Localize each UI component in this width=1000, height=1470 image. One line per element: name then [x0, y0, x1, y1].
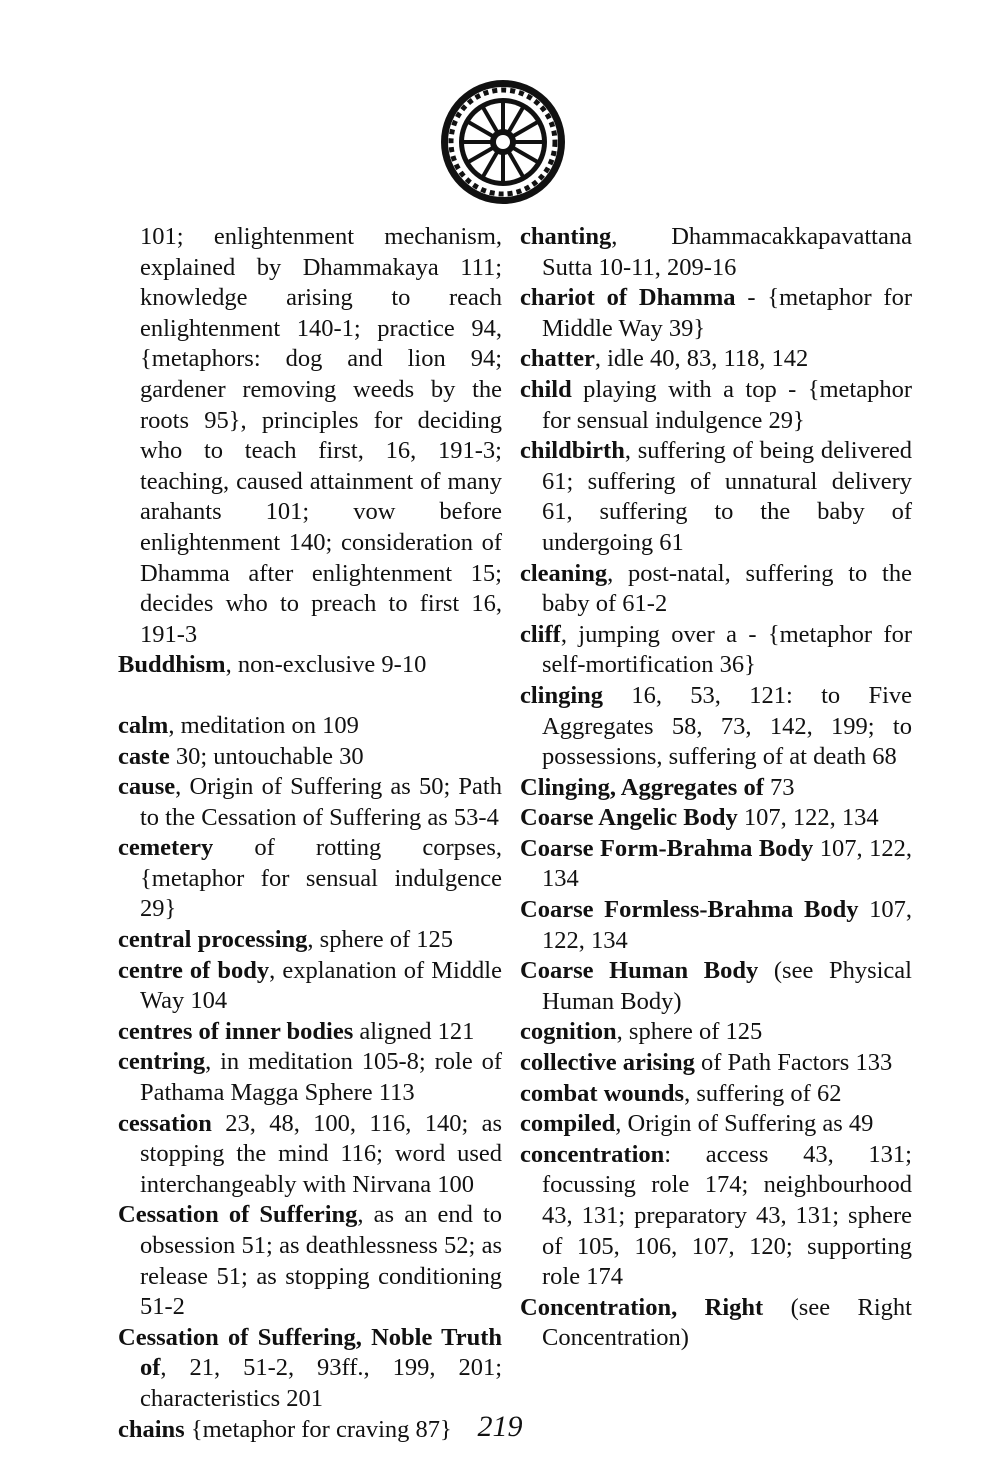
index-entry [118, 1200, 502, 1322]
index-locators: , Origin of Suffering as 50; Path to the Cessation of Suffering as 53-4 [140, 773, 502, 831]
index-entry [118, 650, 502, 681]
index-headword: Coarse Human Body [520, 957, 759, 985]
index-headword: cliff [520, 620, 561, 648]
index-entry [118, 1323, 502, 1415]
index-locators: , as an end to obsession 51; as deathlessness 52; as release 51; as stopping conditioning 51-2 [140, 1201, 503, 1321]
index-headword: centres of inner bodies [118, 1017, 354, 1045]
letter-gap [118, 681, 502, 711]
index-column-left [118, 222, 502, 1445]
index-headword: compiled [520, 1110, 616, 1138]
index-headword: chains [118, 1415, 185, 1443]
index-headword: Cessation of Suffering [118, 1201, 358, 1229]
index-locators: - {metaphor for Middle Way 39} [542, 284, 912, 342]
index-locators: , suffering of 62 [684, 1079, 842, 1107]
index-entry [520, 773, 912, 804]
index-headword: calm [118, 711, 169, 739]
index-locators: playing with a top - {metaphor for sensual indulgence 29} [542, 375, 912, 434]
index-locators: , sphere of 125 [307, 926, 454, 954]
index-entry [520, 834, 912, 895]
index-headword: Clinging, Aggregates of [520, 773, 764, 801]
index-headword: child [520, 375, 572, 403]
index-entry [520, 681, 912, 773]
index-locators: , sphere of 125 [616, 1018, 763, 1046]
index-locators: 30; untouchable 30 [169, 742, 364, 770]
index-headword: Concentration, Right [520, 1293, 764, 1321]
index-entry [118, 772, 502, 833]
index-headword: cleaning [520, 559, 608, 587]
dhamma-wheel-icon [439, 78, 567, 206]
index-entry [520, 436, 912, 558]
index-locators: , idle 40, 83, 118, 142 [594, 345, 809, 373]
index-entry [520, 620, 912, 681]
index-headword: Coarse Angelic Body [520, 804, 738, 832]
index-headword: Coarse Formless-Brahma Body [520, 896, 859, 924]
index-locators: of rotting corpses, {metaphor for sensual indulgence 29} [140, 834, 502, 923]
index-headword: concentration [520, 1140, 665, 1168]
index-headword: collective arising [520, 1049, 695, 1077]
index-entry [520, 1293, 912, 1354]
index-locators: of Path Factors 133 [694, 1049, 893, 1077]
index-entry [520, 803, 912, 834]
index-locators: , jumping over a - {metaphor for self-mortification 36} [542, 620, 912, 679]
index-headword: cause [118, 773, 176, 801]
index-headword: cessation [118, 1109, 212, 1137]
index-headword: Buddhism [118, 651, 226, 679]
index-entry [520, 344, 912, 375]
index-entry [520, 1140, 912, 1293]
index-locators: 107, 122, 134 [542, 896, 912, 954]
index-entry [118, 742, 502, 773]
index-entry [520, 1017, 912, 1048]
index-entry [520, 283, 912, 344]
index-headword: centring [118, 1048, 206, 1076]
index-headword: chariot of Dhamma [520, 284, 736, 312]
index-locators: 16, 53, 121: to Five Aggregates 58, 73, 142, 199; to possessions, suffering of at death 68 [542, 681, 912, 771]
index-headword: Coarse Form-Brahma Body [520, 834, 814, 862]
index-headword: cemetery [118, 834, 214, 862]
index-locators: (see Right Concentration) [542, 1293, 912, 1352]
index-locators: 23, 48, 100, 116, 140; as stopping the mind 116; word used interchangeably with Nirvana 100 [140, 1109, 502, 1198]
index-entry [520, 895, 912, 956]
index-locators: , in meditation 105-8; role of Pathama Magga Sphere 113 [140, 1048, 502, 1107]
index-locators: aligned 121 [353, 1017, 475, 1045]
index-locators: , post-natal, suffering to the baby of 61-2 [542, 559, 912, 618]
page-number: 219 [477, 1410, 523, 1443]
index-entry [520, 1109, 912, 1140]
index-entry [520, 1079, 912, 1110]
index-headword: childbirth [520, 437, 625, 465]
index-locators: {metaphor for craving 87} [184, 1415, 452, 1443]
index-headword: chanting [520, 223, 612, 250]
index-entry [118, 1017, 502, 1048]
index-headword: caste [118, 742, 170, 770]
index-entry-continuation: 101; enlightenment mechanism, explained by Dhammakaya 111; knowledge arising to reach enlightenment 140-1; practice 94, {metaphors: dog and lion 94; gardener removing weeds by the roots 95}, principles for deciding who to teach first, 16, 191-3; teaching, caused attainment of many arahants 101; vow before enlightenment 140; consideration of Dhamma after enlightenment 15; decides who to preach to first 16, 191-3 [140, 223, 502, 648]
index-locators: : access 43, 131; focussing role 174; neighbourhood 43, 131; preparatory 43, 131; sphere of 105, 106, 107, 120; supporting role 174 [542, 1140, 912, 1291]
index-headword: central processing [118, 926, 308, 954]
index-entry [118, 925, 502, 956]
index-locators: , meditation on 109 [168, 711, 359, 739]
index-entry [520, 559, 912, 620]
index-locators: , Dhammacakkapavattana Sutta 10-11, 209-16 [542, 223, 912, 281]
index-entry [118, 711, 502, 742]
index-entry [520, 956, 912, 1017]
index-entry [520, 1048, 912, 1079]
index-locators: , 21, 51-2, 93ff., 199, 201; characteristics 201 [140, 1354, 502, 1412]
index-headword: centre of body [118, 956, 270, 984]
index-locators: , non-exclusive 9-10 [225, 651, 427, 679]
index-locators: (see Physical Human Body) [542, 957, 912, 1015]
index-locators: , suffering of being delivered 61; suffering of unnatural delivery 61, suffering to the baby of undergoing 61 [542, 437, 912, 556]
index-entry [520, 222, 912, 283]
index-locators: 107, 122, 134 [737, 804, 879, 832]
index-locators: , explanation of Middle Way 104 [140, 956, 502, 1015]
index-headword: clinging [520, 681, 604, 709]
index-headword: cognition [520, 1018, 617, 1046]
index-locators: 107, 122, 134 [542, 834, 912, 893]
index-entry [520, 375, 912, 436]
index-entry [118, 833, 502, 925]
index-headword: chatter [520, 345, 595, 373]
index-entry [118, 956, 502, 1017]
index-headword: combat wounds [520, 1079, 685, 1107]
index-entry [118, 1109, 502, 1201]
index-column-right [520, 222, 912, 1354]
index-headword: Cessation of Suffering, Noble Truth of [118, 1323, 502, 1382]
index-locators: , Origin of Suffering as 49 [615, 1110, 874, 1138]
index-entry [118, 1047, 502, 1108]
index-locators: 73 [763, 773, 795, 801]
